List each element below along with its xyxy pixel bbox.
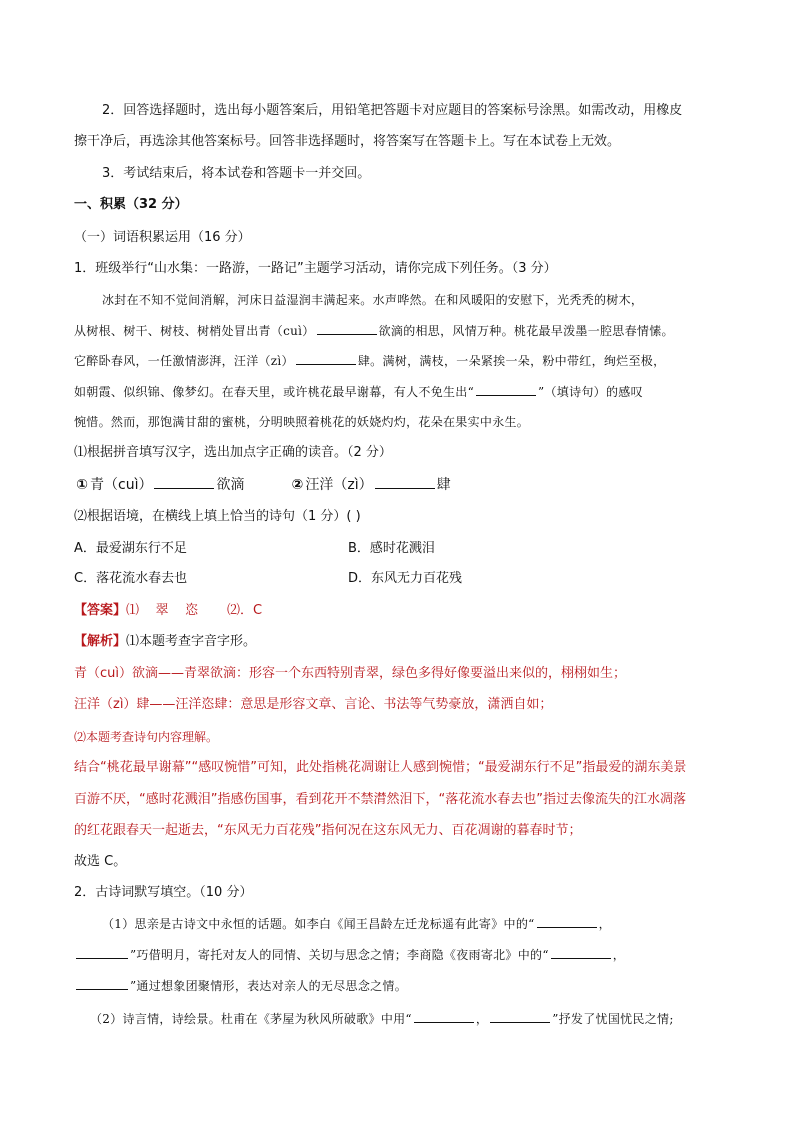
answer-line (74, 600, 734, 622)
instruction-line-2: 擦干净后，再选涂其他答案标号。回答非选择题时，将答案写在答题卡上。写在本试卷上无效。 (74, 134, 621, 149)
q2-line-2-text: ”巧借明月，寄托对友人的同情、关切与思念之情；李商隐《夜雨寄北》中的“ (130, 948, 549, 962)
q2-line-1-text: （1）思亲是古诗文中永恒的话题。如李白《闻王昌龄左迁龙标遥有此寄》中的“ (102, 917, 535, 931)
analysis-line-1: 青（cuì）欲滴——青翠欲滴：形容一个东西特别青翠，绿色多得好像要溢出来似的，栩栩如生； (74, 666, 626, 681)
q2-line-3 (74, 975, 734, 997)
analysis-tag: 【解析】 (74, 634, 127, 649)
option-b[interactable]: B．感时花溅泪 (348, 541, 435, 556)
fill-blank-2[interactable] (375, 476, 435, 489)
q2-line-2 (74, 944, 734, 966)
instruction-line-1: 2．回答选择题时，选出每小题答案后，用铅笔把答题卡对应题目的答案标号涂黑。如需改动，用橡皮 (102, 103, 683, 118)
option-c[interactable]: C．落花流水春去也 (74, 571, 188, 586)
q2-blank-1[interactable] (537, 915, 597, 928)
sub-question-1: ⑴根据拼音填写汉字，选出加点字正确的读音。（2 分） (74, 445, 392, 460)
question-2-stem: 2．古诗词默写填空。（10 分） (74, 885, 253, 900)
analysis-line-2: 汪洋（zì）肆——汪洋恣肆：意思是形容文章、言论、书法等气势豪放，潇洒自如； (74, 697, 553, 712)
q2-blank-4[interactable] (76, 977, 128, 990)
conclusion: 故选 C。 (74, 854, 127, 869)
passage-blank-1[interactable] (317, 322, 377, 335)
q2-line-1 (102, 913, 734, 935)
fill-2-suffix: 肆 (436, 477, 451, 493)
passage-blank-3[interactable] (476, 383, 536, 396)
question-1-stem: 1．班级举行“山水集：一路游，一路记”主题学习活动，请你完成下列任务。（3 分） (74, 261, 557, 276)
passage-line-2-end: 欲滴的相思，风情万种。桃花最早泼墨一腔思春情愫。 (378, 324, 674, 338)
passage-line-4-end: ”（填诗句）的感叹 (538, 385, 643, 399)
subsection-title: （一）词语积累运用（16 分） (74, 230, 251, 245)
q2-line-3-text: ”通过想象团聚情形，表达对亲人的无尽思念之情。 (130, 979, 408, 993)
fill-1-suffix: 欲滴 (216, 477, 245, 493)
q2-line-4 (90, 1008, 734, 1030)
q2-blank-6[interactable] (490, 1010, 550, 1023)
analysis-line-4: 结合“桃花最早谢幕”“感叹惋惜”可知，此处指桃花凋谢让人感到惋惜；“最爱湖东行不足”指最爱的湖东美景 (74, 760, 687, 775)
answer-text: ⑴ 翠 恣 ⑵．C (126, 603, 263, 618)
option-d[interactable]: D．东风无力百花残 (348, 571, 463, 586)
analysis-line-5: 百游不厌，“感时花溅泪”指感伤国事，看到花开不禁潸然泪下，“落花流水春去也”指过去像流失的江水凋落 (74, 792, 686, 807)
fill-1-prefix: 青（cuì） (90, 477, 153, 493)
passage-line-3 (74, 350, 734, 372)
q2-line-4-end: ”抒发了忧国忧民之情; (552, 1012, 674, 1026)
analysis-line-6: 的红花跟春天一起逝去，“东风无力百花残”指何况在这东风无力、百花凋谢的暮春时节； (74, 823, 582, 838)
passage-line-2 (74, 320, 734, 342)
q2-blank-3[interactable] (551, 946, 611, 959)
passage-line-5: 惋惜。然而，那饱满甘甜的蜜桃，分明映照着桃花的妖娆灼灼，花朵在果实中永生。 (74, 415, 530, 429)
passage-line-3-end: 肆。满树，满枝，一朵紧挨一朵，粉中带红，绚烂至极， (357, 354, 666, 368)
q2-line-2-comma: ， (612, 948, 626, 962)
q2-blank-5[interactable] (414, 1010, 474, 1023)
analysis-head: ⑴本题考查字音字形。 (126, 634, 257, 649)
option-a[interactable]: A．最爱湖东行不足 (74, 541, 187, 556)
item-number-1: ① (76, 477, 88, 493)
analysis-line-3: ⑵本题考查诗句内容理解。 (74, 730, 219, 744)
passage-blank-2[interactable] (296, 352, 356, 365)
fill-2-prefix: 汪洋（zì） (305, 477, 373, 493)
analysis-head-line (74, 631, 734, 653)
passage-line-1: 冰封在不知不觉间消解，河床日益湿润丰满起来。水声哗然。在和风暖阳的安慰下，光秃秃的树木， (102, 293, 644, 307)
sub-question-2: ⑵根据语境，在横线上填上恰当的诗句（1 分）( ) (74, 509, 361, 524)
passage-line-2-start: 从树根、树干、树枝、树梢处冒出青（cuì） (74, 324, 315, 338)
q2-line-1-comma: ， (598, 917, 611, 931)
fill-in-row (74, 474, 734, 496)
q2-line-4-comma: ， (475, 1012, 489, 1026)
section-title: 一、积累（32 分） (74, 197, 188, 212)
q2-blank-2[interactable] (76, 946, 128, 959)
passage-line-4-start: 如朝霞、似织锦、像梦幻。在春天里，或许桃花最早谢幕，有人不免生出“ (74, 385, 475, 399)
instruction-line-3: 3．考试结束后，将本试卷和答题卡一并交回。 (102, 166, 371, 181)
fill-blank-1[interactable] (154, 476, 214, 489)
item-number-2: ② (291, 477, 304, 493)
answer-tag: 【答案】 (74, 603, 127, 618)
q2-line-4-text: （2）诗言情，诗绘景。杜甫在《茅屋为秋风所破歌》中用“ (90, 1012, 412, 1026)
passage-line-3-start: 它醉卧春风，一任激情澎湃，汪洋（zì） (74, 354, 294, 368)
passage-line-4 (74, 381, 734, 403)
